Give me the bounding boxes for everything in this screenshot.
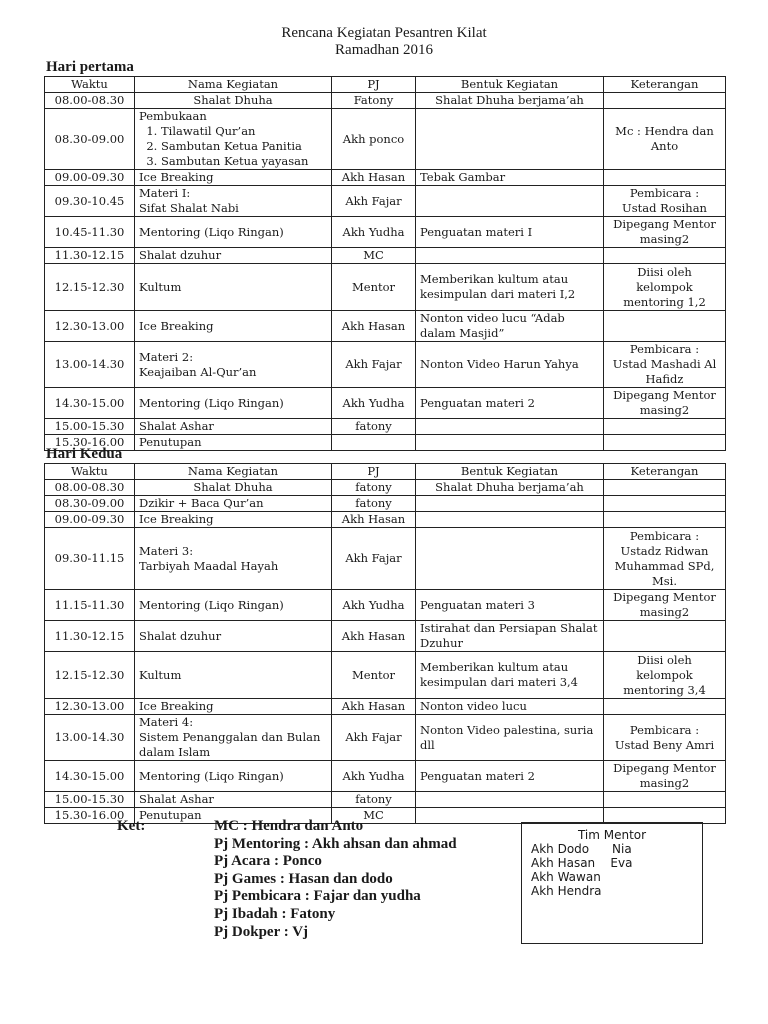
cell-pj: MC <box>332 808 416 824</box>
cell-nama-kegiatan <box>135 419 332 435</box>
cell-bentuk-kegiatan: Nonton Video palestina, suria dll <box>416 715 604 761</box>
cell-waktu: 11.15-11.30 <box>45 590 135 621</box>
cell-keterangan-text: Pembicara : <box>629 722 700 737</box>
cell-nama-text: Ice Breaking <box>139 170 214 184</box>
cell-keterangan <box>604 792 726 808</box>
table-row <box>45 512 726 528</box>
cell-pj: Mentor <box>332 264 416 311</box>
cell-nama-text: Dzikir + Baca Qur’an <box>139 496 264 510</box>
cell-keterangan-text: Diisi oleh kelompok mentoring 3,4 <box>623 652 706 697</box>
table-row <box>45 248 726 264</box>
cell-bentuk-kegiatan: Penguatan materi I <box>416 217 604 248</box>
cell-keterangan-subtext: Ustad Beny Amri <box>614 737 715 752</box>
header-waktu: Waktu <box>45 464 135 480</box>
cell-nama-kegiatan <box>135 435 332 451</box>
header-keterangan: Keterangan <box>604 464 726 480</box>
cell-nama-kegiatan <box>135 621 332 652</box>
cell-keterangan-text: Dipegang Mentor masing2 <box>613 217 716 246</box>
table-row <box>45 590 726 621</box>
header-waktu: Waktu <box>45 77 135 93</box>
cell-nama-text: Materi 3: <box>139 543 194 558</box>
cell-pj: Akh Fajar <box>332 186 416 217</box>
cell-nama-kegiatan <box>135 342 332 388</box>
cell-nama-text: Mentoring (Liqo Ringan) <box>139 597 284 612</box>
cell-bentuk-kegiatan: Penguatan materi 2 <box>416 388 604 419</box>
cell-waktu: 12.30-13.00 <box>45 699 135 715</box>
cell-nama-kegiatan <box>135 170 332 186</box>
cell-bentuk-kegiatan: Penguatan materi 2 <box>416 761 604 792</box>
cell-waktu: 08.30-09.00 <box>45 109 135 170</box>
table-row <box>45 496 726 512</box>
cell-waktu: 11.30-12.15 <box>45 248 135 264</box>
cell-bentuk-kegiatan: Memberikan kultum atau kesimpulan dari materi I,2 <box>416 264 604 311</box>
cell-keterangan-text: Dipegang Mentor masing2 <box>613 590 716 619</box>
cell-keterangan <box>604 496 726 512</box>
cell-nama-kegiatan <box>135 715 332 761</box>
cell-bentuk-kegiatan <box>416 512 604 528</box>
table-row <box>45 419 726 435</box>
table-row <box>45 170 726 186</box>
cell-nama-kegiatan <box>135 217 332 248</box>
cell-keterangan-text: Pembicara : <box>629 186 700 200</box>
cell-nama-kegiatan <box>135 590 332 621</box>
cell-nama-text: Kultum <box>139 667 182 682</box>
cell-nama-kegiatan <box>135 480 332 496</box>
cell-keterangan <box>604 480 726 496</box>
cell-keterangan <box>604 170 726 186</box>
ket-line-mentoring: Pj Mentoring : Akh ahsan dan ahmad <box>214 835 457 852</box>
cell-pj: Akh Hasan <box>332 621 416 652</box>
cell-pj: Akh Yudha <box>332 761 416 792</box>
table-row <box>45 342 726 388</box>
ket-line-acara: Pj Acara : Ponco <box>214 853 322 870</box>
table-row <box>45 528 726 590</box>
tim-mentor-row: Akh Wawan <box>531 870 601 884</box>
cell-keterangan-subtext: Ustadz Ridwan Muhammad SPd, Msi. <box>614 543 715 588</box>
cell-nama-kegiatan <box>135 264 332 311</box>
cell-keterangan <box>604 109 726 170</box>
nama-item: 1. Tilawatil Qur’an <box>161 124 327 139</box>
cell-keterangan <box>604 590 726 621</box>
tim-mentor-row: Akh Dodo Nia <box>531 842 632 856</box>
cell-keterangan <box>604 512 726 528</box>
cell-bentuk-kegiatan: Istirahat dan Persiapan Shalat Dzuhur <box>416 621 604 652</box>
cell-nama-text: Mentoring (Liqo Ringan) <box>139 395 284 410</box>
table-header-row <box>45 464 726 480</box>
cell-keterangan <box>604 715 726 761</box>
cell-bentuk-kegiatan <box>416 419 604 435</box>
table-row <box>45 311 726 342</box>
header-pj: PJ <box>332 77 416 93</box>
header-keterangan: Keterangan <box>604 77 726 93</box>
cell-waktu: 09.30-11.15 <box>45 528 135 590</box>
cell-nama-kegiatan <box>135 109 332 170</box>
day2-schedule-table <box>44 463 726 824</box>
cell-nama-subtext: Sistem Penanggalan dan Bulan dalam Islam <box>139 730 321 759</box>
cell-nama-subtext: Sifat Shalat Nabi <box>139 201 239 215</box>
cell-nama-kegiatan <box>135 512 332 528</box>
cell-nama-kegiatan <box>135 761 332 792</box>
cell-keterangan <box>604 761 726 792</box>
table-row <box>45 388 726 419</box>
cell-bentuk-kegiatan <box>416 186 604 217</box>
table-row <box>45 109 726 170</box>
cell-bentuk-kegiatan: Shalat Dhuha berjama’ah <box>416 93 604 109</box>
cell-keterangan <box>604 388 726 419</box>
cell-bentuk-kegiatan <box>416 435 604 451</box>
table-header-row <box>45 77 726 93</box>
cell-waktu: 08.30-09.00 <box>45 496 135 512</box>
cell-pj: Akh Fajar <box>332 715 416 761</box>
cell-nama-kegiatan <box>135 311 332 342</box>
cell-nama-text: Pembukaan <box>139 109 207 123</box>
cell-nama-text: Kultum <box>139 279 182 294</box>
table-row <box>45 186 726 217</box>
cell-waktu: 11.30-12.15 <box>45 621 135 652</box>
cell-nama-kegiatan <box>135 93 332 109</box>
table-row <box>45 699 726 715</box>
cell-pj: Akh Yudha <box>332 590 416 621</box>
cell-waktu: 12.30-13.00 <box>45 311 135 342</box>
cell-keterangan <box>604 528 726 590</box>
document-subtitle: Ramadhan 2016 <box>335 42 433 58</box>
table-row <box>45 715 726 761</box>
tim-mentor-title: Tim Mentor <box>577 828 647 842</box>
cell-nama-text: Penutupan <box>139 435 202 449</box>
cell-keterangan-text: Diisi oleh kelompok mentoring 1,2 <box>623 264 706 309</box>
header-bentuk-kegiatan: Bentuk Kegiatan <box>416 464 604 480</box>
cell-keterangan-text: Dipegang Mentor masing2 <box>613 388 716 417</box>
cell-pj: Akh Yudha <box>332 217 416 248</box>
cell-bentuk-kegiatan: Shalat Dhuha berjama’ah <box>416 480 604 496</box>
cell-pj: Akh Fajar <box>332 342 416 388</box>
header-nama-kegiatan: Nama Kegiatan <box>135 77 332 93</box>
cell-waktu: 15.30-16.00 <box>45 808 135 824</box>
cell-nama-kegiatan <box>135 388 332 419</box>
cell-nama-text: Shalat Ashar <box>139 419 214 433</box>
cell-waktu: 09.00-09.30 <box>45 512 135 528</box>
cell-nama-kegiatan <box>135 186 332 217</box>
cell-keterangan-text: Dipegang Mentor masing2 <box>613 761 716 790</box>
cell-keterangan-text: Pembicara : <box>629 342 700 356</box>
cell-bentuk-kegiatan <box>416 792 604 808</box>
cell-pj: Fatony <box>332 93 416 109</box>
table-row <box>45 621 726 652</box>
header-nama-kegiatan: Nama Kegiatan <box>135 464 332 480</box>
cell-bentuk-kegiatan <box>416 248 604 264</box>
cell-pj: Akh Hasan <box>332 512 416 528</box>
cell-pj: Akh Hasan <box>332 170 416 186</box>
document-title: Rencana Kegiatan Pesantren Kilat <box>281 25 487 41</box>
cell-pj: MC <box>332 248 416 264</box>
cell-waktu: 15.30-16.00 <box>45 435 135 451</box>
cell-bentuk-kegiatan: Tebak Gambar <box>416 170 604 186</box>
day2-heading: Hari Kedua <box>46 446 123 462</box>
cell-keterangan <box>604 419 726 435</box>
cell-bentuk-kegiatan: Nonton Video Harun Yahya <box>416 342 604 388</box>
cell-waktu: 14.30-15.00 <box>45 388 135 419</box>
cell-nama-text: Mentoring (Liqo Ringan) <box>139 768 284 783</box>
table-row <box>45 264 726 311</box>
ket-line-pembicara: Pj Pembicara : Fajar dan yudha <box>214 888 421 905</box>
ket-line-dokper: Pj Dokper : Vj <box>214 923 309 940</box>
ket-line-ibadah: Pj Ibadah : Fatony <box>214 905 336 922</box>
cell-keterangan <box>604 652 726 699</box>
cell-nama-text: Materi 2: <box>139 349 194 364</box>
cell-nama-text: Ice Breaking <box>139 318 214 333</box>
table-row <box>45 480 726 496</box>
cell-bentuk-kegiatan <box>416 528 604 590</box>
cell-keterangan-text: Mc : Hendra dan Anto <box>615 124 714 153</box>
cell-waktu: 12.15-12.30 <box>45 652 135 699</box>
cell-waktu: 09.00-09.30 <box>45 170 135 186</box>
day1-schedule-table <box>44 76 726 451</box>
tim-mentor-box <box>521 822 703 944</box>
cell-bentuk-kegiatan <box>416 496 604 512</box>
cell-keterangan <box>604 264 726 311</box>
cell-keterangan <box>604 93 726 109</box>
nama-item: 3. Sambutan Ketua yayasan <box>161 154 327 169</box>
cell-nama-text: Mentoring (Liqo Ringan) <box>139 224 284 239</box>
cell-nama-text: Shalat Dhuha <box>193 480 273 494</box>
cell-waktu: 09.30-10.45 <box>45 186 135 217</box>
cell-keterangan <box>604 217 726 248</box>
cell-pj: fatony <box>332 496 416 512</box>
cell-keterangan <box>604 699 726 715</box>
cell-pj: fatony <box>332 419 416 435</box>
ket-line-mc: MC : Hendra dan Anto <box>214 818 364 834</box>
cell-nama-text: Shalat dzuhur <box>139 628 222 643</box>
cell-nama-text: Materi 4: <box>139 715 194 729</box>
tim-mentor-row: Akh Hendra <box>531 884 602 898</box>
table-row <box>45 217 726 248</box>
cell-nama-kegiatan <box>135 248 332 264</box>
table-row <box>45 435 726 451</box>
cell-nama-kegiatan <box>135 652 332 699</box>
cell-pj: Akh Yudha <box>332 388 416 419</box>
cell-pj: Akh Fajar <box>332 528 416 590</box>
cell-pj: fatony <box>332 480 416 496</box>
cell-nama-text: Ice Breaking <box>139 512 214 526</box>
header-pj: PJ <box>332 464 416 480</box>
nama-item-list <box>139 124 327 169</box>
cell-pj: Akh ponco <box>332 109 416 170</box>
cell-keterangan-subtext: Ustad Rosihan <box>622 201 707 215</box>
cell-keterangan-text: Pembicara : <box>629 528 700 543</box>
cell-nama-text: Ice Breaking <box>139 699 214 713</box>
ket-label: Ket: <box>117 818 146 834</box>
cell-waktu: 15.00-15.30 <box>45 419 135 435</box>
cell-waktu: 14.30-15.00 <box>45 761 135 792</box>
nama-item: 2. Sambutan Ketua Panitia <box>161 139 327 154</box>
cell-nama-text: Materi I: <box>139 186 191 200</box>
cell-nama-subtext: Keajaiban Al-Qur’an <box>139 364 257 379</box>
cell-pj <box>332 435 416 451</box>
ket-list <box>214 818 457 941</box>
cell-keterangan <box>604 186 726 217</box>
cell-keterangan <box>604 342 726 388</box>
table-row <box>45 761 726 792</box>
cell-keterangan <box>604 311 726 342</box>
cell-keterangan <box>604 248 726 264</box>
ket-line-games: Pj Games : Hasan dan dodo <box>214 870 393 887</box>
cell-bentuk-kegiatan: Penguatan materi 3 <box>416 590 604 621</box>
cell-pj: fatony <box>332 792 416 808</box>
cell-nama-text: Shalat Dhuha <box>193 93 273 107</box>
cell-bentuk-kegiatan: Memberikan kultum atau kesimpulan dari materi 3,4 <box>416 652 604 699</box>
cell-nama-text: Shalat Ashar <box>139 792 214 806</box>
cell-nama-kegiatan <box>135 699 332 715</box>
cell-waktu: 13.00-14.30 <box>45 715 135 761</box>
cell-waktu: 15.00-15.30 <box>45 792 135 808</box>
cell-waktu: 12.15-12.30 <box>45 264 135 311</box>
cell-nama-text: Penutupan <box>139 808 202 822</box>
cell-waktu: 13.00-14.30 <box>45 342 135 388</box>
cell-pj: Akh Hasan <box>332 311 416 342</box>
table-row <box>45 93 726 109</box>
table-row <box>45 652 726 699</box>
cell-bentuk-kegiatan: Nonton video lucu “Adab dalam Masjid” <box>416 311 604 342</box>
tim-mentor-row: Akh Hasan Eva <box>531 856 633 870</box>
cell-waktu: 10.45-11.30 <box>45 217 135 248</box>
cell-nama-kegiatan <box>135 496 332 512</box>
header-bentuk-kegiatan: Bentuk Kegiatan <box>416 77 604 93</box>
cell-pj: Akh Hasan <box>332 699 416 715</box>
cell-pj: Mentor <box>332 652 416 699</box>
cell-waktu: 08.00-08.30 <box>45 93 135 109</box>
day1-heading: Hari pertama <box>46 59 134 75</box>
cell-keterangan-subtext: Ustad Mashadi Al Hafidz <box>612 357 717 386</box>
table-row <box>45 792 726 808</box>
cell-nama-text: Shalat dzuhur <box>139 248 222 262</box>
cell-keterangan <box>604 435 726 451</box>
cell-nama-kegiatan <box>135 792 332 808</box>
cell-bentuk-kegiatan: Nonton video lucu <box>416 699 604 715</box>
cell-bentuk-kegiatan <box>416 109 604 170</box>
cell-keterangan <box>604 621 726 652</box>
cell-waktu: 08.00-08.30 <box>45 480 135 496</box>
cell-nama-kegiatan <box>135 528 332 590</box>
cell-nama-subtext: Tarbiyah Maadal Hayah <box>139 558 279 573</box>
